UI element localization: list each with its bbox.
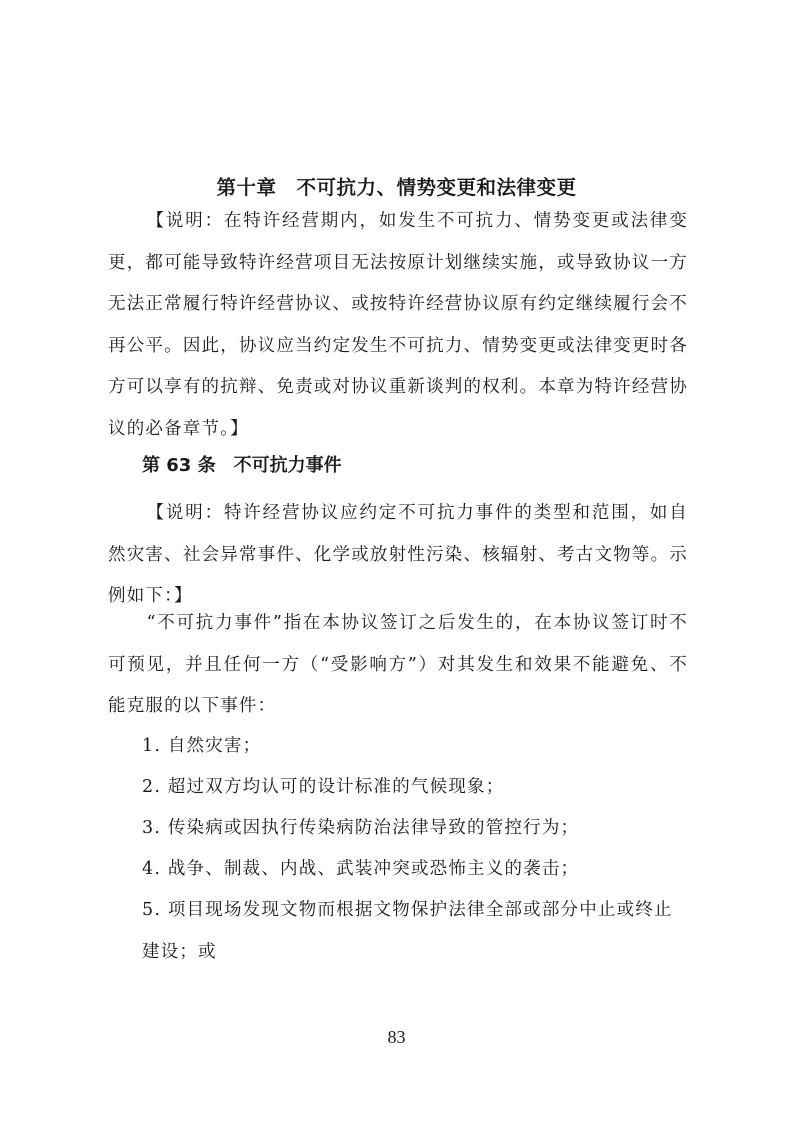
page-number: 83 [387,1027,406,1047]
list-item: 2. 超过双方均认可的设计标准的气候现象； [142,777,505,797]
chapter-note: 【说明：在特许经营期内，如发生不可抗力、情势变更或法律变更，都可能导致特许经营项目无法按原计划继续实施，或导致协议一方无法正常履行特许经营协议、或按特许经营协议原有约定继续履行会不再公平。因此，协议应当约定发生不可抗力、情势变更或法律变更时各方可以享有的抗辩、免责或对协议重新谈判的权利。本章为特许经营协议的必备章节。】 [108,211,688,439]
list-item: 4. 战争、制裁、内战、武装冲突或恐怖主义的袭击； [142,859,580,879]
list-item: 5. 项目现场发现文物而根据文物保护法律全部或部分中止或终止建设；或 [142,900,673,962]
list-item: 3. 传染病或因执行传染病防治法律导致的管控行为； [142,818,580,838]
article-definition: “不可抗力事件”指在本协议签订之后发生的，在本协议签订时不可预见，并且任何一方（“受影响方”）对其发生和效果不能避免、不能克服的以下事件： [108,613,688,716]
chapter-title: 第十章 不可抗力、情势变更和法律变更 [216,176,577,199]
list-item: 1. 自然灾害； [142,736,262,756]
article-title: 第 63 条 不可抗力事件 [142,455,342,476]
article-note: 【说明：特许经营协议应约定不可抗力事件的类型和范围，如自然灾害、社会异常事件、化学或放射性污染、核辐射、考古文物等。示例如下：】 [108,503,688,606]
